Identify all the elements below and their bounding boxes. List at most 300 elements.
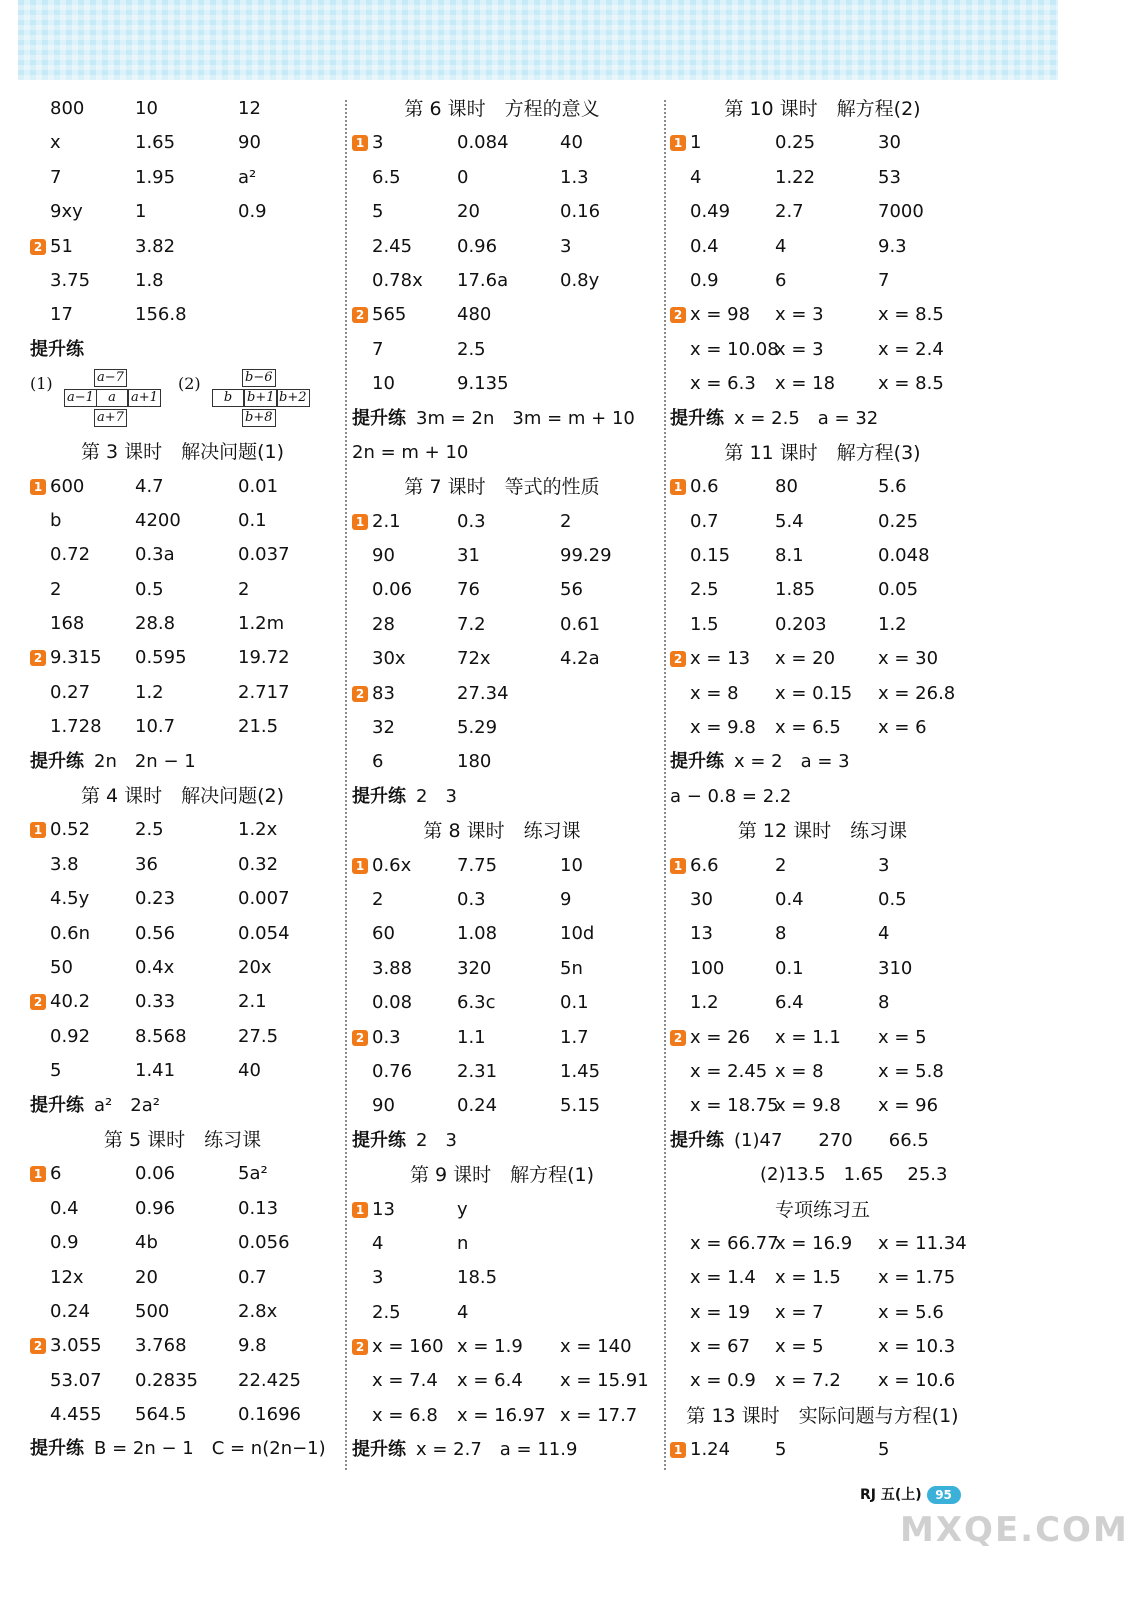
lesson-title: 第 10 课时 解方程(2) (724, 98, 921, 120)
answer-cell: x = 18.75 (690, 1095, 779, 1117)
answer-cell: 0.1 (238, 509, 267, 531)
answer-cell: 800 (50, 98, 85, 119)
answer-cell: 3 (878, 854, 890, 876)
answer-text: a − 0.8 = 2.2 (670, 785, 792, 807)
answer-cell: 0.76 (372, 1060, 413, 1082)
answer-cell: 3.8 (50, 853, 79, 875)
answer-cell: 1.5 (690, 613, 719, 635)
answer-cell: 18.5 (457, 1267, 498, 1289)
answer-cell: 5.6 (878, 476, 907, 498)
answer-line (670, 298, 975, 332)
answer-cell: 8.1 (775, 545, 804, 567)
answer-cell: 600 (50, 475, 85, 497)
answer-cell: x = 20 (775, 648, 836, 670)
answer-line (30, 1226, 335, 1260)
answer-cell: 480 (457, 304, 492, 326)
answer-cell: x = 1.4 (690, 1267, 756, 1289)
answer-cell: 4 (878, 923, 890, 945)
answer-line (352, 642, 652, 676)
answer-cell: 168 (50, 613, 85, 635)
answer-cell: x = 1.5 (775, 1267, 841, 1289)
answer-cell: 0.007 (238, 888, 290, 910)
practice-answer: 3m = 2n 3m = m + 10 (416, 407, 635, 429)
answer-line (352, 539, 652, 573)
answer-cell: 6 (50, 1163, 62, 1185)
answer-cell: 1.3 (560, 166, 589, 188)
answer-cell: 12x (50, 1266, 84, 1288)
question-number-badge: 2 (670, 651, 686, 667)
lesson-title: 第 3 课时 解决问题(1) (80, 441, 285, 464)
answer-cell: 2.5 (457, 338, 486, 360)
practice-label: 提升练 (30, 1094, 84, 1116)
question-number-badge: 2 (30, 239, 46, 255)
answer-line (670, 642, 975, 676)
answer-line (670, 1330, 975, 1364)
answer-cell: x = 6 (878, 717, 927, 739)
answer-cell: x = 5.8 (878, 1060, 944, 1082)
answer-cell: x = 26 (690, 1026, 751, 1048)
lesson-title: 第 9 课时 解方程(1) (409, 1164, 595, 1187)
answer-cell: 0.33 (135, 991, 176, 1013)
answer-column-3 (670, 92, 975, 1468)
answer-line (670, 1055, 975, 1089)
answer-cell: 0.084 (457, 132, 509, 154)
answer-cell: x = 0.9 (690, 1370, 756, 1392)
answer-cell: 0.4 (50, 1197, 79, 1219)
practice-answer: x = 2.7 a = 11.9 (416, 1439, 578, 1461)
answer-line (670, 505, 975, 539)
cross-cell-top: b−6 (242, 369, 276, 387)
lesson-title: 第 12 课时 练习课 (737, 820, 908, 843)
answer-cell: 2 (775, 854, 787, 876)
practice-label: 提升练 (30, 338, 84, 360)
answer-cell: 1.85 (775, 579, 816, 601)
answer-cell: 10 (372, 373, 395, 395)
answer-cell: 0.9 (50, 1232, 79, 1254)
answer-line (30, 676, 335, 710)
answer-cell: 8 (775, 923, 787, 945)
answer-line (670, 1021, 975, 1055)
answer-cell: 3.75 (50, 269, 91, 291)
answer-column-2 (352, 92, 652, 1468)
answer-cell: 5 (775, 1439, 787, 1461)
answer-line (352, 1227, 652, 1261)
answer-cell: 7 (878, 269, 890, 291)
lesson-title: 第 5 课时 练习课 (103, 1128, 262, 1151)
answer-cell: 12 (238, 98, 261, 119)
answer-line (352, 1296, 652, 1330)
answer-cell: 0.32 (238, 853, 279, 875)
answer-cell: 60 (372, 923, 395, 945)
question-number-badge: 1 (352, 135, 368, 151)
answer-cell: 0.5 (135, 578, 164, 600)
answer-cell: x = 16.9 (775, 1232, 853, 1254)
answer-cell: 0.6n (50, 922, 91, 944)
answer-cell: 2.1 (238, 991, 267, 1013)
answer-cell: 56 (560, 579, 583, 601)
answer-line (670, 883, 975, 917)
answer-cell: x = 5 (878, 1026, 927, 1048)
answer-cell: 20 (457, 201, 480, 223)
answer-line (352, 1330, 652, 1364)
question-number-badge: 2 (670, 1030, 686, 1046)
answer-cell: 180 (457, 751, 492, 773)
answer-cell: 5.29 (457, 717, 498, 739)
answer-cell: 0 (457, 166, 469, 188)
answer-cell: 0.72 (50, 544, 91, 566)
answer-cell: 28 (372, 613, 395, 635)
answer-line (352, 745, 652, 779)
answer-line (670, 161, 975, 195)
practice-label: 提升练 (352, 785, 406, 807)
answer-cell: 6.5 (372, 166, 401, 188)
cross-cell-right: b+2 (276, 389, 310, 407)
practice-answer: 2n 2n − 1 (94, 750, 196, 772)
answer-cell: x = 15.91 (560, 1370, 649, 1392)
header-banner-texture (18, 0, 1058, 80)
answer-line (30, 298, 335, 332)
answer-cell: x = 18 (775, 373, 836, 395)
answer-cell: a² (238, 166, 257, 188)
answer-cell: 0.9 (690, 269, 719, 291)
answer-cell: 30x (372, 648, 406, 670)
answer-cell: 17 (50, 304, 73, 326)
answer-line (30, 641, 335, 675)
answer-cell: 31 (457, 545, 480, 567)
answer-line (30, 92, 335, 126)
practice-label: 提升练 (30, 1438, 84, 1460)
question-number-badge: 1 (352, 514, 368, 530)
answer-cell: 7.2 (457, 613, 486, 635)
practice-answer: 2 3 (416, 1129, 457, 1151)
answer-cell: 4 (775, 235, 787, 257)
answer-cell: 1.728 (50, 716, 102, 738)
answer-cell: 4 (690, 166, 702, 188)
answer-cell: 0.3 (457, 510, 486, 532)
lesson-title: 第 13 课时 实际问题与方程(1) (686, 1404, 959, 1427)
answer-line (670, 1364, 975, 1398)
answer-cell: 2 (560, 510, 572, 532)
answer-line (352, 161, 652, 195)
answer-cell: 0.49 (690, 201, 731, 223)
answer-cell: 1.2m (238, 613, 285, 635)
answer-column-1 (30, 92, 335, 1467)
answer-cell: 3 (372, 1267, 384, 1289)
answer-cell: 9xy (50, 201, 83, 223)
answer-cell: x = 96 (878, 1095, 939, 1117)
answer-cell: 13 (690, 923, 713, 945)
answer-cell: x = 8 (690, 682, 739, 704)
answer-line (30, 538, 335, 572)
cross-cell-bottom: b+8 (242, 409, 276, 427)
answer-line (30, 1054, 335, 1088)
answer-line (670, 711, 975, 745)
page-footer (860, 1484, 961, 1504)
question-number-badge: 2 (30, 994, 46, 1010)
answer-line (670, 745, 975, 779)
cross-label: (1) (30, 374, 53, 394)
answer-line (30, 1295, 335, 1329)
answer-line (352, 608, 652, 642)
answer-line (30, 195, 335, 229)
watermark: MXQE.COM (900, 1510, 1129, 1550)
answer-cell: 6.4 (775, 992, 804, 1014)
answer-cell: 565 (372, 304, 407, 326)
answer-cell: 0.25 (775, 132, 816, 154)
question-number-badge: 1 (30, 1166, 46, 1182)
answer-line (670, 1089, 975, 1123)
answer-cell: 0.056 (238, 1232, 290, 1254)
answer-line (670, 1124, 975, 1158)
answer-text: 2n = m + 10 (352, 441, 469, 463)
column-divider (664, 100, 666, 1470)
answer-cell: 0.52 (50, 819, 91, 841)
answer-cell: 320 (457, 957, 492, 979)
answer-cell: 3.88 (372, 957, 413, 979)
answer-line (352, 1055, 652, 1089)
answer-line (670, 608, 975, 642)
answer-cell: 27.5 (238, 1025, 279, 1047)
answer-cell: x = 10.3 (878, 1336, 956, 1358)
practice-answer: 2 3 (416, 785, 457, 807)
answer-line (30, 470, 335, 504)
answer-line (352, 1261, 652, 1295)
practice-label: 提升练 (670, 1129, 724, 1151)
answer-cell: x = 1.1 (775, 1026, 841, 1048)
answer-cell: 0.3a (135, 544, 175, 566)
question-number-badge: 1 (352, 858, 368, 874)
answer-line (352, 1433, 652, 1467)
practice-label: 提升练 (352, 1129, 406, 1151)
answer-cell: 1.41 (135, 1060, 176, 1082)
answer-cell: 3 (372, 132, 384, 154)
answer-cell: 9.8 (238, 1335, 267, 1357)
answer-cell: 0.4x (135, 956, 175, 978)
lesson-title: 第 7 课时 等式的性质 (404, 476, 600, 499)
question-number-badge: 2 (30, 1338, 46, 1354)
answer-cell: 0.2835 (135, 1369, 198, 1391)
answer-cell: 0.048 (878, 545, 930, 567)
answer-line (352, 573, 652, 607)
answer-line (352, 1399, 652, 1433)
answer-cell: x = 8.5 (878, 373, 944, 395)
answer-cell: 0.16 (560, 201, 601, 223)
answer-cell: 0.1 (560, 992, 589, 1014)
answer-cell: 1.2 (135, 681, 164, 703)
answer-cell: 17.6a (457, 269, 509, 291)
answer-cell: 1.2 (690, 992, 719, 1014)
answer-cell: 21.5 (238, 716, 279, 738)
practice-label: 提升练 (352, 1439, 406, 1461)
answer-cell: 1.2x (238, 819, 278, 841)
answer-cell: 5 (878, 1439, 890, 1461)
answer-cell: 0.96 (457, 235, 498, 257)
question-number-badge: 1 (670, 479, 686, 495)
answer-cell: 0.9 (238, 201, 267, 223)
answer-cell: 90 (372, 1095, 395, 1117)
answer-line (352, 436, 652, 470)
answer-cell: 53 (878, 166, 901, 188)
answer-cell: 4 (372, 1232, 384, 1254)
answer-cell: 0.1696 (238, 1404, 301, 1426)
practice-answer: B = 2n − 1 C = n(2n−1) (94, 1438, 326, 1460)
answer-cell: 90 (238, 132, 261, 154)
answer-cell: 0.24 (50, 1300, 91, 1322)
answer-line (30, 745, 335, 779)
cross-cell-top: a−7 (94, 369, 127, 387)
answer-cell: 0.96 (135, 1197, 176, 1219)
practice-label: 提升练 (352, 407, 406, 429)
grade-label: RJ 五(上) (860, 1487, 922, 1503)
answer-cell: 0.06 (135, 1163, 176, 1185)
answer-cell: x = 9.8 (690, 717, 756, 739)
answer-line (670, 573, 975, 607)
answer-line (352, 264, 652, 298)
answer-cell: 72x (457, 648, 491, 670)
answer-cell: 0.4 (775, 888, 804, 910)
answer-cell: 20 (135, 1266, 158, 1288)
answer-cell: 9.135 (457, 373, 509, 395)
answer-line (670, 1158, 975, 1192)
answer-cell: 0.6x (372, 854, 412, 876)
answer-cell: 0.1 (775, 957, 804, 979)
answer-line (352, 1364, 652, 1398)
question-number-badge: 2 (352, 686, 368, 702)
answer-cell: 310 (878, 957, 913, 979)
answer-cell: 2.1 (372, 510, 401, 532)
answer-line (352, 1193, 652, 1227)
question-number-badge: 1 (670, 858, 686, 874)
answer-line (30, 917, 335, 951)
answer-cell: 0.037 (238, 544, 290, 566)
answer-cell: x = 6.8 (372, 1404, 438, 1426)
answer-cell: 0.78x (372, 269, 423, 291)
answer-cell: 500 (135, 1300, 170, 1322)
answer-cell: x = 5.6 (878, 1301, 944, 1323)
answer-cell: 6 (775, 269, 787, 291)
answer-cell: 76 (457, 579, 480, 601)
answer-cell: 8.568 (135, 1025, 187, 1047)
answer-cell: 53.07 (50, 1369, 102, 1391)
answer-cell: 1.8 (135, 269, 164, 291)
answer-line (352, 849, 652, 883)
answer-cell: 40.2 (50, 991, 91, 1013)
answer-cell: y (457, 1198, 468, 1220)
answer-line (670, 1261, 975, 1295)
answer-line (352, 195, 652, 229)
answer-cell: 6.6 (690, 854, 719, 876)
answer-line (30, 813, 335, 847)
question-number-badge: 2 (352, 1030, 368, 1046)
answer-cell: b (50, 509, 62, 531)
answer-line (670, 402, 975, 436)
answer-line (30, 1261, 335, 1295)
answer-cell: 0.4 (690, 235, 719, 257)
cross-cell-right: a+1 (128, 389, 161, 407)
answer-line (352, 1089, 652, 1123)
answer-line (30, 951, 335, 985)
answer-line (670, 264, 975, 298)
answer-cell: x = 3 (775, 338, 824, 360)
answer-cell: 40 (238, 1060, 261, 1082)
answer-cell: x = 9.8 (775, 1095, 841, 1117)
answer-cell: x = 2.4 (878, 338, 944, 360)
cross-cell-center: b+1 (244, 389, 278, 407)
answer-cell: 40 (560, 132, 583, 154)
answer-cell: 0.23 (135, 888, 176, 910)
answer-line (30, 1329, 335, 1363)
answer-line (670, 1227, 975, 1261)
answer-line (670, 1296, 975, 1330)
answer-text: (2)13.5 1.65 25.3 (670, 1164, 948, 1186)
answer-line (352, 677, 652, 711)
answer-cell: 1 (690, 132, 702, 154)
answer-cell: 1.7 (560, 1026, 589, 1048)
answer-cell: 5.15 (560, 1095, 601, 1117)
practice-answer: x = 2 a = 3 (734, 751, 850, 773)
answer-line (30, 1398, 335, 1432)
answer-cell: 100 (690, 957, 725, 979)
lesson-title: 第 6 课时 方程的意义 (404, 98, 600, 120)
answer-cell: 0.56 (135, 922, 176, 944)
practice-answer: x = 2.5 a = 32 (734, 407, 879, 429)
answer-line (30, 161, 335, 195)
practice-label: 提升练 (670, 407, 724, 429)
answer-cell: x = 17.7 (560, 1404, 638, 1426)
answer-cell: x = 19 (690, 1301, 751, 1323)
cross-label: (2) (178, 374, 201, 394)
answer-cell: 0.7 (690, 510, 719, 532)
answer-cell: x = 10.08 (690, 338, 779, 360)
answer-cell: 4.2a (560, 648, 600, 670)
answer-cell: 2.5 (690, 579, 719, 601)
answer-cell: 9.3 (878, 235, 907, 257)
answer-line (352, 986, 652, 1020)
answer-cell: x = 6.4 (457, 1370, 523, 1392)
answer-cell: 13 (372, 1198, 395, 1220)
answer-cell: 1.2 (878, 613, 907, 635)
cross-cell-left: a−1 (64, 389, 97, 407)
question-number-badge: 1 (670, 1442, 686, 1458)
answer-cell: 0.06 (372, 579, 413, 601)
answer-cell: 9.315 (50, 647, 102, 669)
answer-cell: 4b (135, 1232, 158, 1254)
answer-line (30, 1432, 335, 1466)
answer-cell: 2.31 (457, 1060, 498, 1082)
answer-line (352, 1124, 652, 1158)
answer-cell: 3.82 (135, 235, 176, 257)
answer-cell: x = 7 (775, 1301, 824, 1323)
answer-line (670, 230, 975, 264)
question-number-badge: 1 (30, 479, 46, 495)
answer-line (30, 504, 335, 538)
answer-cell: 1.65 (135, 132, 176, 154)
answer-cell: 1.95 (135, 166, 176, 188)
answer-cell: 0.5 (878, 888, 907, 910)
answer-cell: 0.595 (135, 647, 187, 669)
answer-cell: 51 (50, 235, 73, 257)
practice-label: 提升练 (30, 750, 84, 772)
answer-cell: 0.7 (238, 1266, 267, 1288)
answer-cell: 2.717 (238, 681, 290, 703)
answer-cell: x = 5 (775, 1336, 824, 1358)
answer-cell: 0.24 (457, 1095, 498, 1117)
answer-cell: 30 (878, 132, 901, 154)
answer-cell: 83 (372, 682, 395, 704)
cross-cell-bottom: a+7 (94, 409, 127, 427)
answer-line (352, 780, 652, 814)
answer-cell: x = 140 (560, 1336, 632, 1358)
